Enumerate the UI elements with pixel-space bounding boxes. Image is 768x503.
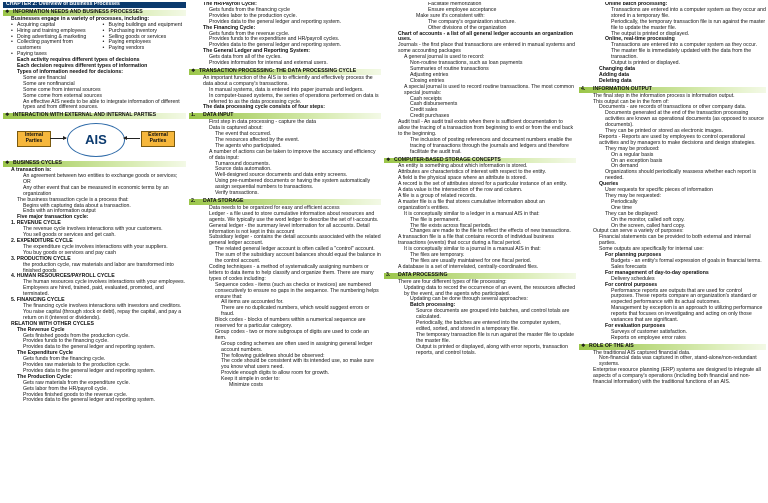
list-item: • Provides funds to the expenditure and HR/payroll cycles. <box>189 37 381 43</box>
list-item: – The company's organization structure. <box>384 20 576 26</box>
list-item: ✓ Types of information needed for decisions: <box>3 70 186 76</box>
list-item: – There are four different types of file processing: <box>384 280 576 286</box>
text-line: A transaction is: <box>11 167 52 174</box>
ais-ellipse: AIS <box>67 123 125 157</box>
list-item: • Data needs to be organized for easy and efficient access <box>189 206 381 212</box>
list-item: • Budgets - an entity's formal expression of goals in financial terms. <box>579 259 766 265</box>
list-item: ✓ You buy goods or services and pay cash <box>3 251 186 257</box>
list-item: – Attributes are characteristics of interest with respect to the entity. <box>384 170 576 176</box>
list-item: • Delivery schedules <box>579 277 766 283</box>
list-item: ✓ Credit sales <box>384 108 576 114</box>
list-item: ✓ The event that occurred. <box>189 132 381 138</box>
list-item: ✓ Changes are made to the file to reflect the effects of new transactions. <box>384 229 576 235</box>
list-item: – Non-routine transactions, such as loan payments <box>384 61 576 67</box>
section-band-data-processing-cycle: ❖ TRANSACTION PROCESSING: THE DATA PROCESSING CYCLE <box>189 69 381 75</box>
list-item: ✓ Cash receipts <box>384 97 576 103</box>
list-item: ✓ You raise capital (through stock or debt), repay the capital, and pay a return on it (interest or dividends). <box>3 310 186 322</box>
list-item: • It is conceptually similar to a journal in a manual AIS in that: <box>384 247 576 253</box>
list-item: ➢ Make sure it's consistent with: <box>384 14 576 20</box>
list-item: ✓ They can be displayed: <box>579 212 766 218</box>
list-item: – An entity is something about which information is stored. <box>384 164 576 170</box>
list-item: – Enterprise resource planning (ERP) systems are designed to integrate all aspects of a company's operations (including both financial and non-financial information) with the traditional functions of an AIS. <box>579 368 766 386</box>
list-item: ➢ Provide enough digits to allow room for growth. <box>189 371 381 377</box>
list-item: ✓ The human resources cycle involves interactions with your employees. <box>3 280 186 286</box>
list-item: – The HR/Payroll Cycle: <box>189 2 381 8</box>
list-item: • The temporary transaction file is run against the master file to update the master file. <box>384 333 576 345</box>
list-item: • Doing advertising & marketing <box>17 35 95 41</box>
list-item: – The data processing cycle consists of four steps: <box>189 105 381 111</box>
list-item: • In manual systems, data is entered into paper journals and ledgers. <box>189 88 381 94</box>
list-item: • Coding techniques - a method of systematically assigning numbers or letters to data items to help classify and organize them. There are many types of codes including: <box>189 265 381 283</box>
list-item: ✓ They may be produced: <box>579 147 766 153</box>
list-item: – A master file is a file that stores cumulative information about an organization's entities. <box>384 200 576 212</box>
list-item: • Reports - Reports are used by employees to control operational activities and by managers to make decisions and design strategies. <box>579 135 766 147</box>
list-item: • Gets labor from the HR/payroll cycle. <box>3 387 186 393</box>
list-item: • Paying taxes <box>17 52 95 58</box>
list-item: – Ensure employee acceptance <box>384 8 576 14</box>
list-item: • Audit trail - An audit trail exists when there is sufficient documentation to allow the tracing of a transaction from beginning to end or from the end back to the beginning. <box>384 120 576 138</box>
list-item: ✓ Employees are hired, trained, paid, evaluated, promoted, and terminated. <box>3 286 186 298</box>
list-item: • On the screen, called hard copy. <box>579 224 766 230</box>
list-item: ✓ The related general ledger account is often called a "control" account. <box>189 247 381 253</box>
list-item: • Some are nonfinancial <box>3 82 186 88</box>
list-item: • Gets data from all of the cycles. <box>189 55 381 61</box>
list-item: • First step in data processing - capture the data <box>189 120 381 126</box>
process-list <box>3 23 186 58</box>
list-item: • Output is printed or displayed, along with error reports, transaction reports, and control totals. <box>384 345 576 357</box>
section-band-role-of-ais: ❖ ROLE OF THE AIS <box>579 344 766 350</box>
list-item: – Five major transaction cycle: <box>3 215 186 221</box>
section-band-computer-storage: ❖ COMPUTER-BASED STORAGE CONCEPTS <box>384 158 576 164</box>
list-item: ✓ A general journal is used to record: <box>384 55 576 61</box>
list-item: – The inclusion of posting references and document numbers enable the tracing of transactions through the journals and ledgers and therefore facilitate the audit trail. <box>384 138 576 156</box>
list-item: – A transaction file is a file that contains records of individual business transactions (events) that occur during a fiscal period. <box>384 235 576 247</box>
list-item: • On demand <box>579 164 766 170</box>
list-item: – the production cycle, raw materials and labor are transformed into finished goods <box>3 263 186 275</box>
list-item: – A data value is the intersection of the row and column. <box>384 188 576 194</box>
list-item: ➢ The code should be consistent with its intended use, so make sure you know what users need. <box>189 359 381 371</box>
list-item: • Periodically, the temporary transaction file is run against the master file to update the master file. <box>579 20 766 32</box>
list-item: ✓ Block codes - blocks of numbers within a numerical sequence are reserved for a particular category. <box>189 318 381 330</box>
list-item: • Provides raw materials to the production cycle. <box>3 363 186 369</box>
list-item: – The Financing Cycle: <box>189 26 381 32</box>
list-item: • Gets funds from the revenue cycle. <box>189 32 381 38</box>
list-item: – Adjusting entries <box>384 73 576 79</box>
list-item: • Group coding schemes are often used in assigning general ledger account numbers. <box>189 342 381 354</box>
list-item: • The following guidelines should be observed: <box>189 354 381 360</box>
list-item: – A database is a set of interrelated, centrally-coordinated files. <box>384 265 576 271</box>
list-item: • A number of actions can be taken to improve the accuracy and efficiency of data input: <box>189 150 381 162</box>
list-item: • In computer-based systems, the series of operations performed on data is referred to as the data processing cycle. <box>189 94 381 106</box>
list-item: – Output can serve a variety of purposes: <box>579 229 766 235</box>
list-item: • Provides data to the general ledger and reporting system. <box>3 369 186 375</box>
section-band-data-input: 1. DATA INPUT <box>189 113 381 119</box>
list-item: • Periodically, the batches are entered into the computer system, edited, sorted, and stored in a temporary file. <box>384 321 576 333</box>
list-item: • Adding data <box>579 73 766 79</box>
list-item: ✓ An agreement between two entities to exchange goods or services; OR <box>3 174 186 186</box>
list-item: ✓ Verify transactions. <box>189 191 381 197</box>
list-item: • Provides funds to the financing cycle. <box>3 339 186 345</box>
list-item: – This output can be in the form of: <box>579 100 766 106</box>
diamond-icon: ❖ <box>5 112 10 119</box>
cycle-heading: 3. PRODUCTION CYCLE <box>11 255 71 262</box>
list-item: • Purchasing inventory <box>109 29 187 35</box>
list-item: – The business transaction cycle is a process that: <box>3 198 186 204</box>
list-item: ✓ The revenue cycle involves interactions with your customers. <box>3 227 186 233</box>
list-item: ✓ A special journal is used to record routine transactions. The most common special journals: <box>384 85 576 97</box>
list-item: • Provides labor to the production cycle. <box>189 14 381 20</box>
list-item: ✓ For evaluation purposes <box>579 324 766 330</box>
column-2 <box>189 2 381 501</box>
list-item: • General ledger - the summary level information for all accounts. Detail information is not kept in this account <box>189 224 381 236</box>
text-line: Businesses engage in a variety of processes, including: <box>11 15 150 22</box>
list-item: • Journals - the first place that transactions are entered in manual systems and some accounting packages <box>384 43 576 55</box>
list-item: • It is conceptually similar to a ledger in a manual AIS in that: <box>384 212 576 218</box>
list-item: • Data is captured about: <box>189 126 381 132</box>
list-item: – The Production Cycle: <box>3 375 186 381</box>
list-item: • Collecting payment from customers <box>17 40 95 52</box>
list-item: – A record is the set of attributes stored for a particular instance of an entity. <box>384 182 576 188</box>
list-item: • Chart of accounts - a list of all general ledger accounts an organization uses. <box>384 32 576 44</box>
list-item: • Transactions are entered into a computer system as they occur. <box>579 43 766 49</box>
list-item: • Provides information for internal and external users. <box>189 61 381 67</box>
list-item: • Provides data to the general ledger and reporting system. <box>3 345 186 351</box>
list-item: • The master file is immediately updated with the data from the transaction. <box>579 49 766 61</box>
list-item: ✓ Cash disbursements <box>384 102 576 108</box>
list-item: • Buying buildings and equipment <box>109 23 187 29</box>
list-item: • An effective AIS needs to be able to integrate information of different types and from different sources. <box>3 100 186 112</box>
list-item: ➢ Batch processing: <box>384 303 576 309</box>
list-item: ✓ The expenditure cycle involves interactions with your suppliers. <box>3 245 186 251</box>
list-item: • Queries <box>579 182 766 188</box>
list-item: ✓ Organizations should periodically reassess whether each report is needed. <box>579 170 766 182</box>
list-item: ✓ For planning purposes <box>579 253 766 259</box>
list-item: ✓ Documents generated at the end of the transaction processing activities are known as operational documents (as opposed to source documents). <box>579 111 766 129</box>
list-item: ✓ The resources affected by the event. <box>189 138 381 144</box>
cycle-heading: 4. HUMAN RESOURCES/PAYROLL CYCLE <box>11 273 115 280</box>
section-band-business-cycles: ❖ BUSINESS CYCLES <box>3 161 186 167</box>
section-band-interaction: ❖ INTERACTION WITH EXTERNAL AND INTERNAL PARTIES <box>3 113 186 119</box>
list-item: ➢ Keep it simple in order to: <box>189 377 381 383</box>
list-item: • Source documents are grouped into batches, and control totals are calculated. <box>384 309 576 321</box>
list-item: ✓ For management of day-to-day operations <box>579 271 766 277</box>
list-item: • Gets finished goods from the production cycle. <box>3 334 186 340</box>
diamond-icon: ❖ <box>386 156 391 163</box>
list-item: ✓ Well-designed source documents and data entry screens. <box>189 173 381 179</box>
list-item: • Ledger - a file used to store cumulative information about resources and agents. We typically use the word ledger to describe the set of t-accounts. <box>189 212 381 224</box>
list-item: • There are no duplicated numbers, which would suggest errors or fraud. <box>189 306 381 318</box>
list-item: ✓ Group codes - two or more subgroups of digits are used to code an item. <box>189 330 381 342</box>
section-band-data-processing: 3. DATA PROCESSING <box>384 273 576 279</box>
list-item: ✓ The file exists across fiscal periods. <box>384 224 576 230</box>
list-item: • Gets funds from the financing cycle <box>189 8 381 14</box>
list-item: – Minimize costs <box>189 383 381 389</box>
list-item: • Begins with capturing data about a transaction. <box>3 204 186 210</box>
list-item: • Non-financial data was captured in other, stand-alone/non-redundant systems. <box>579 356 766 368</box>
list-item: – A file is a group of related records. <box>384 194 576 200</box>
list-item: • Some come from external sources <box>3 94 186 100</box>
list-item: • Some come from internal sources <box>3 88 186 94</box>
list-item: ✓ Using pre-numbered documents or having the system automatically assign sequential numbers to transactions. <box>189 179 381 191</box>
section-band-information-output: 4. INFORMATION OUTPUT <box>579 87 766 93</box>
cycle-heading: 5. FINANCING CYCLE <box>11 297 65 304</box>
list-item: • Provides data to the general ledger and reporting system. <box>3 398 186 404</box>
list-item: – Summaries of routine transactions <box>384 67 576 73</box>
list-item: ✓ Each decision requires different types of information <box>3 64 186 70</box>
diamond-icon: ❖ <box>5 8 10 15</box>
list-item: – Facilitate memorization <box>384 2 576 8</box>
diamond-icon: ❖ <box>581 342 586 349</box>
list-item: – The General Ledger and Reporting System: <box>189 49 381 55</box>
cycle-heading: 2. EXPENDITURE CYCLE <box>11 238 73 244</box>
list-item: ✓ Each activity requires different types of decisions <box>3 58 186 64</box>
list-item: ✓ The financing cycle involves interactions with investors and creditors. <box>3 304 186 310</box>
list-item: • On an exception basis <box>579 159 766 165</box>
list-item: ✓ User requests for specific pieces of information <box>579 188 766 194</box>
list-item: • One time <box>579 206 766 212</box>
list-item: • Financial statements can be provided to both external and internal parties. <box>579 235 766 247</box>
arrow-left-icon <box>124 138 140 139</box>
list-item: • Sales forecasts <box>579 265 766 271</box>
list-item: • Some outputs are specifically for internal use: <box>579 247 766 253</box>
list-item: • Management by exception is an approach to utilizing performance reports that focuses on investigating and acting on only those variances that are significant. <box>579 306 766 324</box>
list-item: ✓ Turnaround documents. <box>189 162 381 168</box>
list-item: • Some are financial <box>3 76 186 82</box>
relation-heading: ❖ RELATION WITH OTHER CYCLES <box>3 322 186 328</box>
list-item: • Output is printed or displayed. <box>579 61 766 67</box>
list-item: ✓ For control purposes <box>579 283 766 289</box>
list-item: ✓ They may be requested: <box>579 194 766 200</box>
column-1 <box>3 2 186 501</box>
list-item: ✓ Updating can be done through several approaches: <box>384 297 576 303</box>
list-item: – A field is the physical space where an attribute is stored. <box>384 176 576 182</box>
list-item: ✓ You sell goods or services and get cash. <box>3 233 186 239</box>
diamond-icon: ❖ <box>191 67 196 74</box>
list-item: • Selling goods or services <box>109 35 187 41</box>
list-item: ✓ The sum of the subsidiary account balances should equal the balance in the control account. <box>189 253 381 265</box>
list-item: • The output is printed or displayed. <box>579 32 766 38</box>
list-item: ✓ The files are usually maintained for one fiscal period. <box>384 259 576 265</box>
list-item: • Gets raw materials from the expenditure cycle. <box>3 381 186 387</box>
list-item: • On a regular basis <box>579 153 766 159</box>
list-item: • Provides data to the general ledger and reporting system. <box>189 43 381 49</box>
section-band-info-needs: ❖ INFORMATION NEEDS AND BUSINESS PROCESSES <box>3 10 186 16</box>
list-item: • Ends with an information output <box>3 209 186 215</box>
internal-parties-box: Internal Parties <box>17 131 51 147</box>
diamond-icon: ❖ <box>5 160 10 167</box>
list-item: • Periodically <box>579 200 766 206</box>
list-item: • All items are accounted for. <box>189 300 381 306</box>
arrow-right-icon <box>50 138 66 139</box>
list-item: ✓ The file is permanent. <box>384 218 576 224</box>
ais-diagram <box>9 121 186 159</box>
list-item: ✓ Any other event that can be measured in economic terms by an organization <box>3 186 186 198</box>
list-item: • Acquiring capital <box>17 23 95 29</box>
list-item: • Deleting data <box>579 79 766 85</box>
list-item: • Hiring and training employees <box>17 29 95 35</box>
list-item: – The traditional AIS captured financial data. <box>579 351 766 357</box>
external-parties-box: External Parties <box>141 131 175 147</box>
list-item: • Performance reports are outputs that are used for control purposes. These reports compare an organization's standard or expected performance with its actual outcomes. <box>579 289 766 307</box>
list-item: • On the monitor, called soft copy. <box>579 218 766 224</box>
list-item: – The Revenue Cycle <box>3 328 186 334</box>
list-item: • Updating data to record the occurrence of an event, the resources affected by the event, and the agents who participated. <box>384 286 576 298</box>
list-item: • Gets funds from the financing cycle. <box>3 357 186 363</box>
column-3 <box>384 2 576 501</box>
list-item: • Provides data to the general ledger and reporting system. <box>189 20 381 26</box>
list-item: ➢ Online, real-time processing <box>579 37 766 43</box>
list-item: • Surveys of customer satisfaction. <box>579 330 766 336</box>
list-item: ➢ Online batch processing: <box>579 2 766 8</box>
list-item: • Changing data <box>579 67 766 73</box>
list-item: • Paying vendors <box>109 46 187 52</box>
list-item: ✓ The agents who participated. <box>189 144 381 150</box>
chapter-title: CHAPTER 2: Overview of Business Processes <box>3 2 186 8</box>
list-item: – The Expenditure Cycle <box>3 351 186 357</box>
list-item: – Other divisions of the organization <box>384 26 576 32</box>
list-item: – Closing entries <box>384 79 576 85</box>
list-item: ✓ Credit purchases <box>384 114 576 120</box>
list-item: ✓ Source data automation. <box>189 167 381 173</box>
list-item: • Provides finished goods to the revenue cycle. <box>3 393 186 399</box>
list-item: • Paying employees <box>109 40 187 46</box>
cycle-heading: 1. REVENUE CYCLE <box>11 220 61 227</box>
list-item: ✓ The files are temporary. <box>384 253 576 259</box>
list-item: • Documents - are records of transactions or other company data. <box>579 105 766 111</box>
list-item: – An important function of the AIS is to efficiently and effectively process the data about a company's transactions. <box>189 76 381 88</box>
list-item: • Subsidiary ledger - contains the detail accounts associated with the related general ledger account. <box>189 235 381 247</box>
column-4 <box>579 2 766 501</box>
list-item: ✓ They can be printed or stored as electronic images. <box>579 129 766 135</box>
list-item: • Transactions are entered into a computer system as they occur and stored in a temporary file. <box>579 8 766 20</box>
section-band-data-storage: 2. DATA STORAGE <box>189 199 381 205</box>
list-item: • Reports on employee error rates <box>579 336 766 342</box>
list-item: ✓ Sequence codes - items (such as checks or invoices) are numbered consecutively to ensure no gaps in the sequence. The numbering helps ensure that: <box>189 283 381 301</box>
list-item: – The final step in the information process is information output. <box>579 94 766 100</box>
